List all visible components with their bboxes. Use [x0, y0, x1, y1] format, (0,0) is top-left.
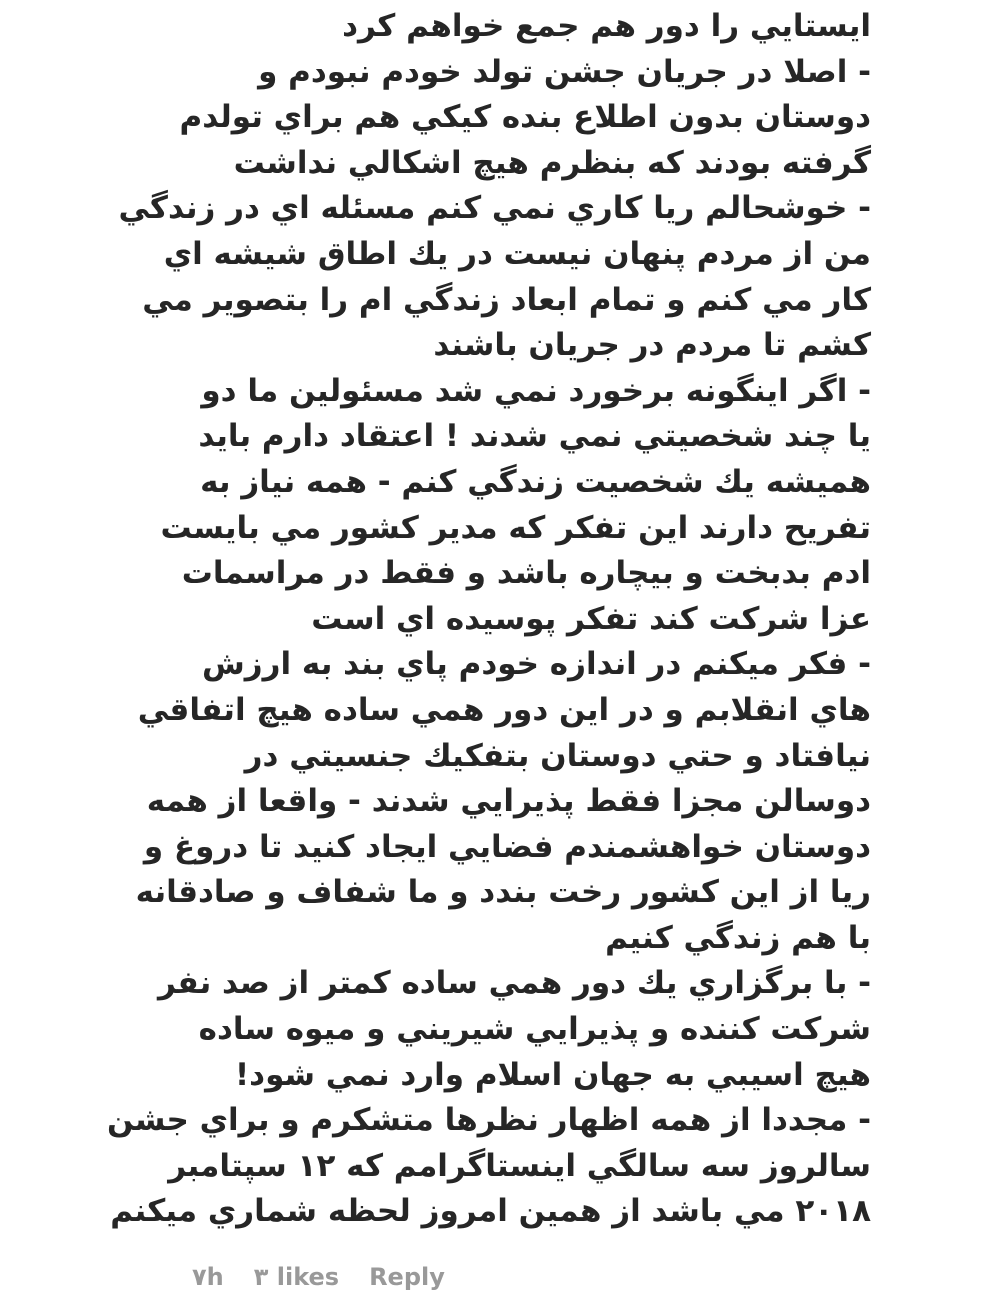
comment-line: هميشه يك شخصيت زندگي كنم - همه نياز به — [200, 463, 871, 500]
comment-line: عزا شركت كند تفكر پوسيده اي است — [311, 600, 871, 637]
comment-timestamp: ٧h — [192, 1263, 224, 1291]
comment-meta-row — [192, 1262, 445, 1292]
comment-line: دوسالن مجزا فقط پذيرايي شدند - واقعا از همه — [146, 783, 871, 820]
comment-line: - با برگزاري يك دور همي ساده كمتر از صد نفر — [157, 965, 871, 1002]
comment-line: كشم تا مردم در جريان باشند — [433, 327, 871, 364]
comment-line: ايستايي را دور هم جمع خواهم كرد — [342, 8, 871, 44]
comment-line: هاي انقلابم و در اين دور همي ساده هيچ اتفاقي — [137, 691, 871, 728]
comment-line: من از مردم پنهان نيست در يك اطاق شيشه اي — [163, 235, 871, 272]
comment-text — [107, 4, 871, 1235]
comment-line: دوستان خواهشمندم فضايي ايجاد كنيد تا دروغ و — [143, 828, 871, 865]
comment-line: دوستان بدون اطلاع بنده كيكي هم براي تولدم — [179, 99, 871, 136]
comment-line: گرفته بودند كه بنظرم هيچ اشكالي نداشت — [233, 144, 871, 181]
comment-line: كار مي كنم و تمام ابعاد زندگي ام را بتصوير مي — [142, 281, 871, 318]
comment-line: تفريح دارند اين تفكر كه مدير كشور مي بايست — [160, 509, 871, 546]
comment-line: ادم بدبخت و بيچاره باشد و فقط در مراسمات — [181, 555, 871, 592]
comment-line: - مجددا از همه اظهار نظرها متشكرم و براي جشن — [107, 1102, 871, 1139]
likes-count-link[interactable]: ٣ likes — [253, 1263, 340, 1291]
comment-line: هيچ اسيبي به جهان اسلام وارد نمي شود! — [235, 1056, 871, 1093]
comment-line: ريا از اين كشور رخت بندد و ما شفاف و صادقانه — [135, 874, 871, 911]
comment-line: - فكر ميكنم در اندازه خودم پاي بند به ارزش — [202, 646, 871, 683]
comment-line: - اگر اينگونه برخورد نمي شد مسئولين ما دو — [201, 372, 871, 409]
comment-line: ٢٠١٨ مي باشد از همين امروز لحظه شماري ميكنم — [110, 1193, 871, 1230]
comment-line: با هم زندگي كنيم — [605, 919, 871, 956]
comment-line: يا چند شخصيتي نمي شدند ! اعتقاد دارم بايد — [198, 418, 871, 455]
comment-line: سالروز سه سالگي اينستاگرامم كه ١٢ سپتامبر — [168, 1147, 871, 1184]
comment-line: نيافتاد و حتي دوستان بتفكيك جنسيتي در — [244, 737, 871, 774]
reply-button[interactable]: Reply — [369, 1263, 445, 1291]
comment-line: - خوشحالم ريا كاري نمي كنم مسئله اي در زندگي — [118, 190, 871, 227]
comment-line: شركت كننده و پذيرايي شيريني و ميوه ساده — [198, 1011, 871, 1048]
comment-line: - اصلا در جريان جشن تولد خودم نبودم و — [258, 53, 871, 90]
